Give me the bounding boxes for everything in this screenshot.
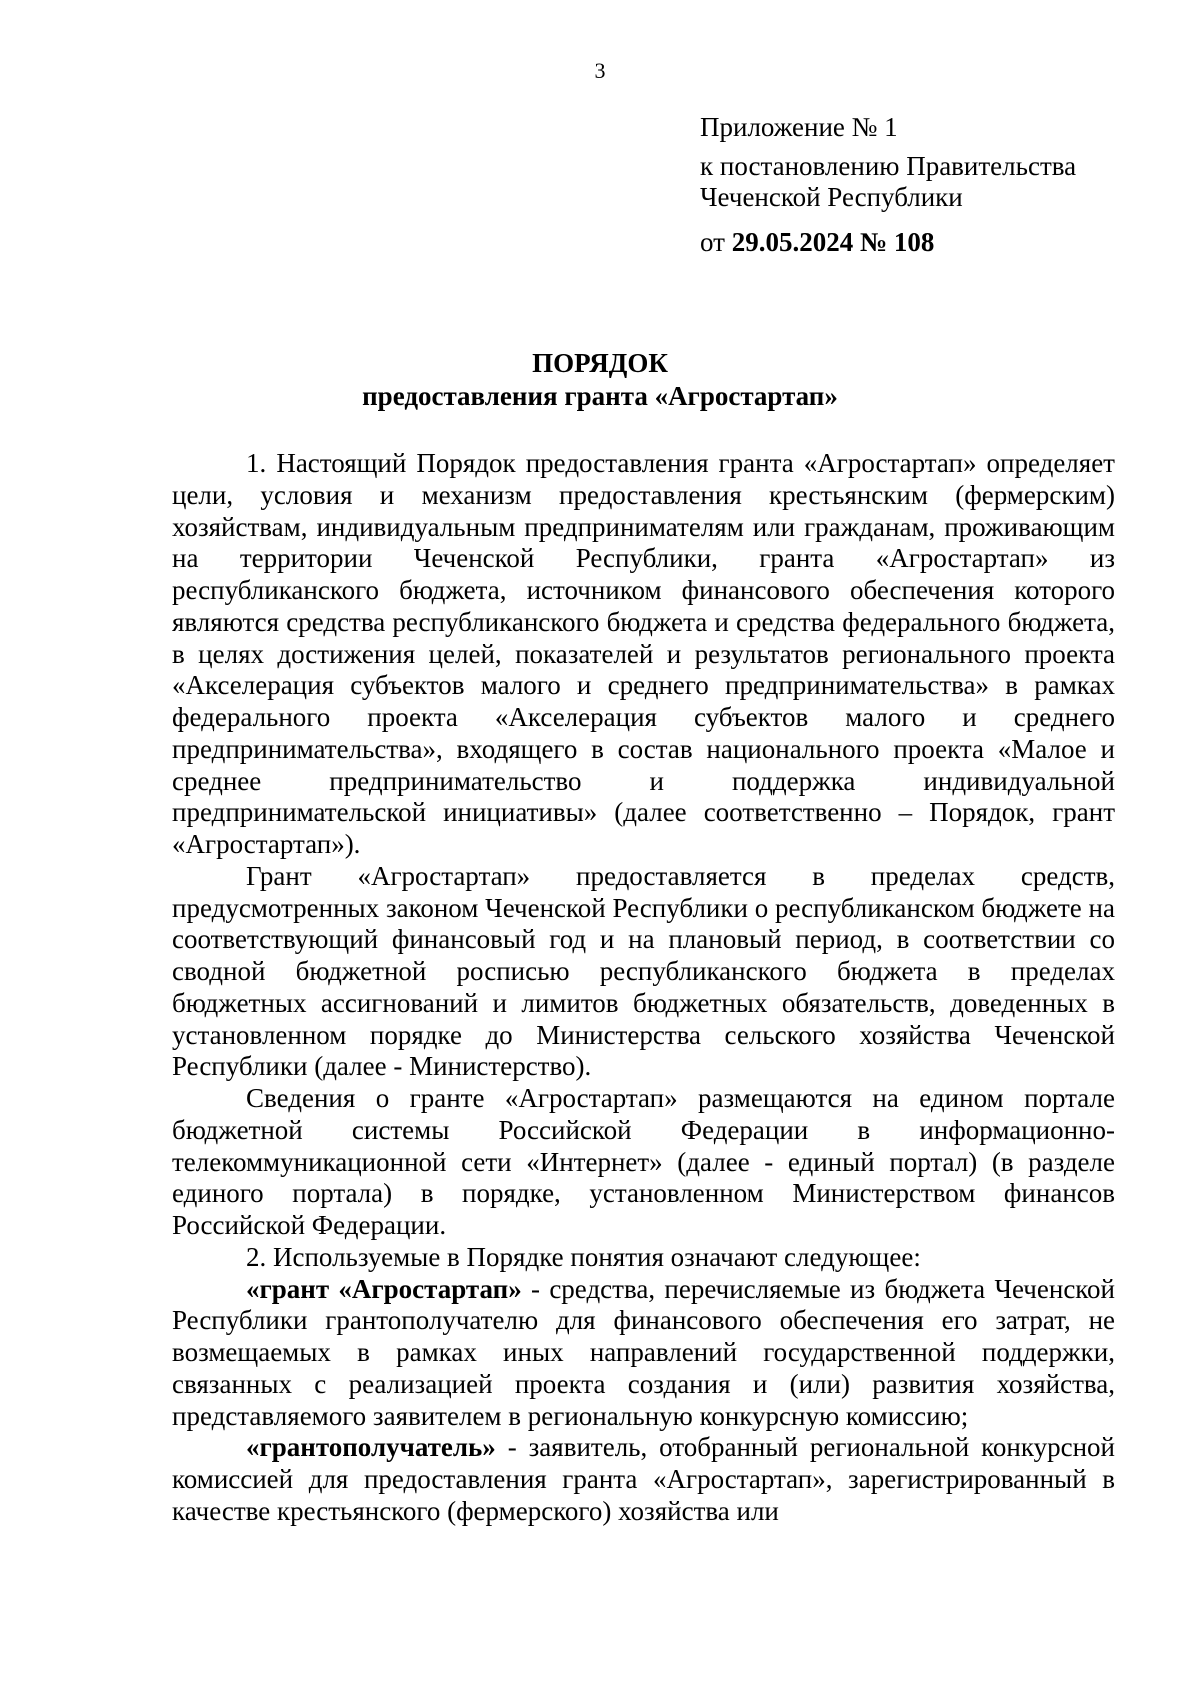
annex-header: [700, 112, 1160, 258]
annex-date-prefix: от: [700, 227, 732, 257]
paragraph-5: [172, 1274, 1115, 1433]
paragraph-4: 2. Используемые в Порядке понятия означают следующее:: [246, 1241, 921, 1272]
document-body: [172, 448, 1115, 1528]
annex-number: Приложение № 1: [700, 112, 898, 142]
paragraph-2: Грант «Агростартап» предоставляется в пределах средств, предусмотренных законом Чеченской Республики о республиканском бюджете на соответствующий финансовый год и на плановый период, в соответствии со сводной бюджетной росписью республиканского бюджета в пределах бюджетных ассигнований и лимитов бюджетных обязательств, доведенных в установленном порядке до Министерства сельского хозяйства Чеченской Республики (далее - Министерство).: [172, 860, 1115, 1082]
definition-grant: - средства, перечисляемые из бюджета Чеченской Республики грантополучателю для финансового обеспечения его затрат, не возмещаемых в рамках иных направлений государственной поддержки, связанных с реализацией проекта создания и (или) развития хозяйства, представляемого заявителем в региональную конкурсную комиссию;: [172, 1273, 1115, 1431]
definition-grant-recipient: - заявитель, отобранный региональной конкурсной комиссией для предоставления гранта «Агростартап», зарегистрированный в качестве крестьянского (фермерского) хозяйства или: [172, 1432, 1115, 1526]
annex-date-value: 29.05.2024 № 108: [731, 227, 935, 257]
title-main: ПОРЯДОК: [532, 348, 668, 378]
term-grant-recipient: «грантополучатель»: [246, 1432, 496, 1463]
annex-date-line: [700, 227, 1160, 258]
title-subtitle: предоставления гранта «Агростартап»: [362, 381, 838, 411]
paragraph-1: 1. Настоящий Порядок предоставления гранта «Агростартап» определяет цели, условия и механизм предоставления крестьянским (фермерским) хозяйствам, индивидуальным предпринимателям или гражданам, проживающим на территории Чеченской Республики, гранта «Агростартап» из республиканского бюджета, источником финансового обеспечения которого являются средства республиканского бюджета и средства федерального бюджета, в целях достижения целей, показателей и результатов регионального проекта «Акселерация субъектов малого и среднего предпринимательства» в рамках федерального проекта «Акселерация субъектов малого и среднего предпринимательства», входящего в состав национального проекта «Малое и среднее предпринимательство и поддержка индивидуальной предпринимательской инициативы» (далее соответственно – Порядок, грант «Агростартап»).: [172, 448, 1115, 859]
annex-republic-line: Чеченской Республики: [700, 182, 963, 212]
page-number: 3: [594, 58, 606, 83]
term-grant: «грант «Агростартап»: [246, 1273, 522, 1304]
paragraph-3: Сведения о гранте «Агростартап» размещаются на едином портале бюджетной системы Российской Федерации в информационно-телекоммуникационной сети «Интернет» (далее - единый портал) (в разделе единого портала) в порядке, установленном Министерством финансов Российской Федерации.: [172, 1083, 1115, 1240]
document-title: [0, 347, 1200, 413]
paragraph-6: [172, 1432, 1115, 1527]
annex-resolution-line: к постановлению Правительства: [700, 151, 1077, 181]
